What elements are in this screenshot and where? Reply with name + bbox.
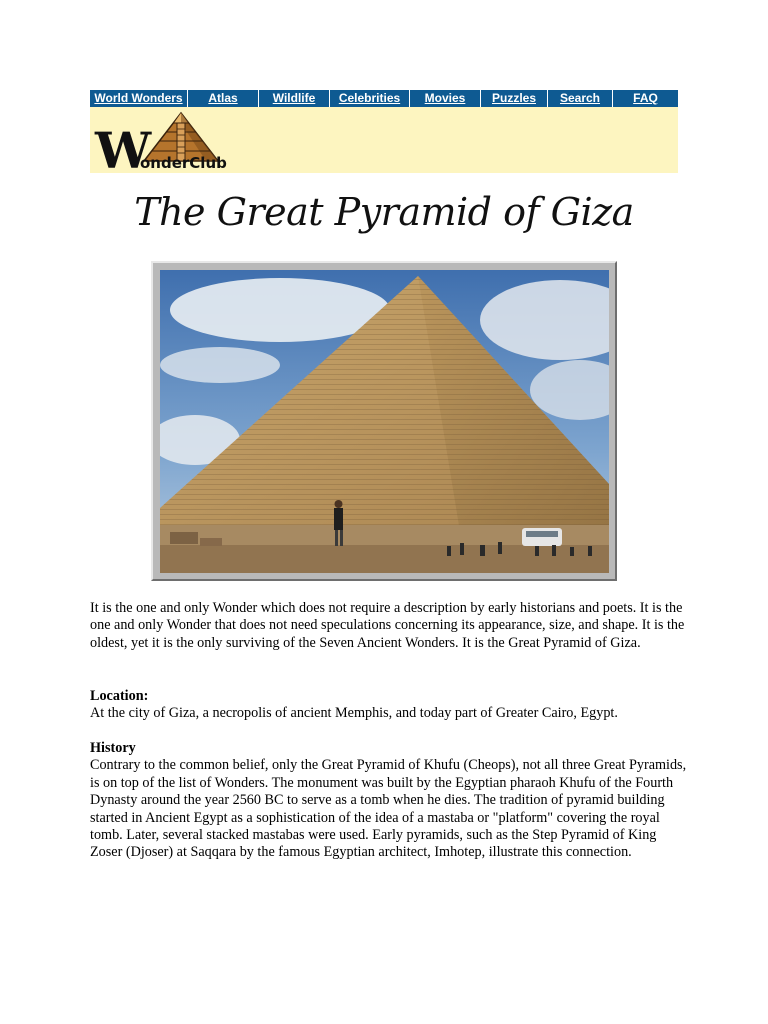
nav-link-puzzles[interactable]: Puzzles bbox=[481, 90, 548, 107]
pyramid-photo bbox=[160, 270, 609, 573]
photo-frame bbox=[151, 261, 617, 581]
wonderclub-logo[interactable] bbox=[94, 111, 246, 171]
nav-link-world-wonders[interactable]: World Wonders bbox=[90, 90, 188, 107]
location-heading: Location: bbox=[90, 688, 149, 704]
page-title: The Great Pyramid of Giza bbox=[134, 190, 634, 234]
history-text: Contrary to the common belief, only the Great Pyramid of Khufu (Cheops), not all three Great Pyramids, is on top of the list of Wonders. The monument was built by the Egyptian pharaoh Khufu of the Fourth Dynasty around the year 2560 BC to serve as a tomb when he dies. The tradition of pyramid building started in Ancient Egypt as a sophistication of the idea of a mastaba or "platform" covering the royal tomb. Later, several stacked mastabas were used. Early pyramids, such as the Step Pyramid of King Zoser (Djoser) at Saqqara by the famous Egyptian architect, Imhotep, illustrate this connection. bbox=[90, 757, 687, 861]
location-text: At the city of Giza, a necropolis of ancient Memphis, and today part of Greater Cairo, Egypt. bbox=[90, 705, 618, 722]
nav-link-search[interactable]: Search bbox=[548, 90, 613, 107]
history-section bbox=[90, 740, 690, 862]
nav-bar bbox=[90, 90, 678, 107]
logo-letter: W bbox=[95, 121, 152, 171]
header-banner bbox=[90, 107, 678, 173]
nav-link-wildlife[interactable]: Wildlife bbox=[259, 90, 330, 107]
intro-section bbox=[90, 600, 690, 652]
nav-link-celebrities[interactable]: Celebrities bbox=[330, 90, 410, 107]
intro-paragraph: It is the one and only Wonder which does not require a description by early historians and poets. It is the one and only Wonder that does not need speculations concerning its appearance, size, and shape. It is the oldest, yet it is the only surviving of the Seven Ancient Wonders. It is the Great Pyramid of Giza. bbox=[90, 600, 685, 651]
logo-text: onderClub bbox=[140, 154, 227, 171]
nav-link-atlas[interactable]: Atlas bbox=[188, 90, 259, 107]
location-section bbox=[90, 688, 690, 723]
nav-link-faq[interactable]: FAQ bbox=[633, 91, 658, 105]
history-heading: History bbox=[90, 740, 136, 756]
nav-link-movies[interactable]: Movies bbox=[410, 90, 481, 107]
